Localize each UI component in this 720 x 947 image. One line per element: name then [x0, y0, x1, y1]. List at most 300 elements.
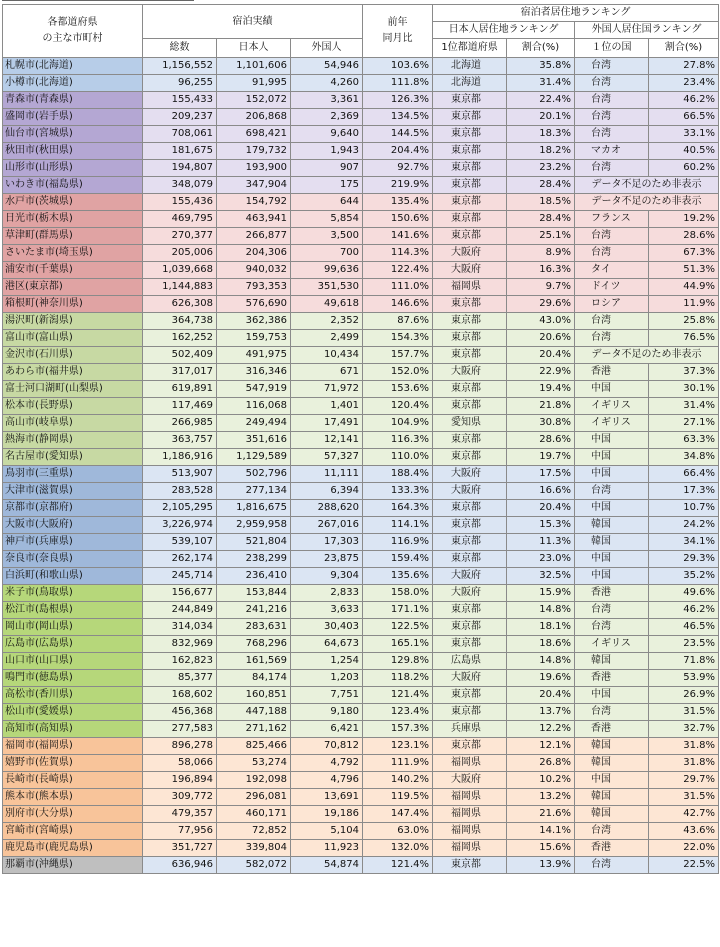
table-row	[3, 330, 719, 347]
header-fr-rank: 外国人居住国ランキング	[575, 22, 719, 39]
cell-city: 水戸市(茨城県)	[3, 194, 143, 211]
cell-jp-share: 25.1%	[507, 228, 575, 245]
table-row	[3, 738, 719, 755]
cell-jp-first: 大阪府	[433, 466, 507, 483]
cell-jp-first: 東京都	[433, 534, 507, 551]
cell-yoy: 133.3%	[363, 483, 433, 500]
table-row	[3, 721, 719, 738]
table-row	[3, 347, 719, 364]
cell-jp-share: 18.6%	[507, 636, 575, 653]
cell-city: さいたま市(埼玉県)	[3, 245, 143, 262]
cell-fr-first: 中国	[575, 449, 649, 466]
cell-jp-first: 東京都	[433, 211, 507, 228]
cell-jp-share: 30.8%	[507, 415, 575, 432]
cell-city: 札幌市(北海道)	[3, 58, 143, 75]
cell-city: 小樽市(北海道)	[3, 75, 143, 92]
cell-jp-first: 東京都	[433, 92, 507, 109]
cell-foreign: 3,361	[291, 92, 363, 109]
cell-foreign: 2,499	[291, 330, 363, 347]
cell-yoy: 114.3%	[363, 245, 433, 262]
cell-japanese: 153,844	[217, 585, 291, 602]
cell-foreign: 9,640	[291, 126, 363, 143]
table-row	[3, 670, 719, 687]
cell-yoy: 146.6%	[363, 296, 433, 313]
cell-fr-share: 29.7%	[649, 772, 719, 789]
cell-yoy: 159.4%	[363, 551, 433, 568]
cell-city: 山形市(山形県)	[3, 160, 143, 177]
cell-foreign: 4,796	[291, 772, 363, 789]
cell-yoy: 132.0%	[363, 840, 433, 857]
cell-fr-first: 韓国	[575, 806, 649, 823]
cell-jp-share: 23.2%	[507, 160, 575, 177]
cell-foreign: 23,875	[291, 551, 363, 568]
cell-foreign: 57,327	[291, 449, 363, 466]
cell-total: 626,308	[143, 296, 217, 313]
cell-fr-first: 韓国	[575, 738, 649, 755]
cell-fr-share: 46.5%	[649, 619, 719, 636]
cell-foreign: 644	[291, 194, 363, 211]
cell-japanese: 179,732	[217, 143, 291, 160]
cell-yoy: 118.2%	[363, 670, 433, 687]
cell-total: 832,969	[143, 636, 217, 653]
cell-city: 米子市(鳥取県)	[3, 585, 143, 602]
cell-foreign: 19,186	[291, 806, 363, 823]
cell-city: 松山市(愛媛県)	[3, 704, 143, 721]
cell-japanese: 698,421	[217, 126, 291, 143]
cell-jp-share: 23.0%	[507, 551, 575, 568]
cell-yoy: 153.6%	[363, 381, 433, 398]
cell-total: 708,061	[143, 126, 217, 143]
cell-city: 盛岡市(岩手県)	[3, 109, 143, 126]
cell-fr-first: 中国	[575, 551, 649, 568]
cell-fr-share: 34.8%	[649, 449, 719, 466]
cell-fr-nodata: データ不足のため非表示	[575, 177, 719, 194]
cell-foreign: 7,751	[291, 687, 363, 704]
cell-japanese: 491,975	[217, 347, 291, 364]
cell-city: 草津町(群馬県)	[3, 228, 143, 245]
cell-fr-share: 49.6%	[649, 585, 719, 602]
cell-fr-share: 31.8%	[649, 755, 719, 772]
cell-jp-first: 東京都	[433, 313, 507, 330]
cell-jp-share: 8.9%	[507, 245, 575, 262]
table-row	[3, 143, 719, 160]
cell-japanese: 154,792	[217, 194, 291, 211]
cell-jp-first: 福岡県	[433, 755, 507, 772]
cell-yoy: 116.9%	[363, 534, 433, 551]
cell-fr-share: 53.9%	[649, 670, 719, 687]
cell-fr-first: 台湾	[575, 330, 649, 347]
cell-jp-share: 12.2%	[507, 721, 575, 738]
cell-fr-nodata: データ不足のため非表示	[575, 347, 719, 364]
cell-japanese: 160,851	[217, 687, 291, 704]
cell-jp-first: 東京都	[433, 381, 507, 398]
cell-jp-first: 東京都	[433, 551, 507, 568]
table-row	[3, 245, 719, 262]
cell-city: 那覇市(沖縄県)	[3, 857, 143, 874]
cell-yoy: 141.6%	[363, 228, 433, 245]
cell-yoy: 103.6%	[363, 58, 433, 75]
table-row	[3, 823, 719, 840]
cell-yoy: 123.4%	[363, 704, 433, 721]
cell-foreign: 2,369	[291, 109, 363, 126]
cell-city: 福岡市(福岡県)	[3, 738, 143, 755]
cell-total: 351,727	[143, 840, 217, 857]
cell-total: 262,174	[143, 551, 217, 568]
cell-japanese: 249,494	[217, 415, 291, 432]
cell-fr-share: 24.2%	[649, 517, 719, 534]
cell-jp-first: 東京都	[433, 194, 507, 211]
cell-total: 1,144,883	[143, 279, 217, 296]
header-foreign: 外国人	[291, 39, 363, 58]
cell-jp-first: 大阪府	[433, 483, 507, 500]
cell-foreign: 54,946	[291, 58, 363, 75]
cell-foreign: 4,792	[291, 755, 363, 772]
cell-city: 広島市(広島県)	[3, 636, 143, 653]
cell-city: 宮崎市(宮崎県)	[3, 823, 143, 840]
cell-jp-first: 東京都	[433, 738, 507, 755]
table-row	[3, 279, 719, 296]
cell-fr-first: 台湾	[575, 109, 649, 126]
cell-jp-share: 18.2%	[507, 143, 575, 160]
cell-jp-share: 14.1%	[507, 823, 575, 840]
cell-fr-first: イギリス	[575, 415, 649, 432]
table-row	[3, 58, 719, 75]
cell-japanese: 1,816,675	[217, 500, 291, 517]
table-body	[3, 58, 719, 874]
table-row	[3, 92, 719, 109]
cell-yoy: 144.5%	[363, 126, 433, 143]
cell-jp-first: 福岡県	[433, 279, 507, 296]
cell-total: 363,757	[143, 432, 217, 449]
cell-fr-first: 香港	[575, 721, 649, 738]
cell-total: 196,894	[143, 772, 217, 789]
cell-city: 秋田市(秋田県)	[3, 143, 143, 160]
cell-city: あわら市(福井県)	[3, 364, 143, 381]
cell-city: 松江市(島根県)	[3, 602, 143, 619]
cell-foreign: 9,304	[291, 568, 363, 585]
header-stay: 宿泊実績	[143, 5, 363, 39]
cell-japanese: 1,129,589	[217, 449, 291, 466]
cell-japanese: 236,410	[217, 568, 291, 585]
cell-japanese: 84,174	[217, 670, 291, 687]
header-share2: 割合(%)	[649, 39, 719, 58]
cell-yoy: 111.9%	[363, 755, 433, 772]
cell-city: 熱海市(静岡県)	[3, 432, 143, 449]
table-row	[3, 177, 719, 194]
cell-foreign: 49,618	[291, 296, 363, 313]
table-row	[3, 415, 719, 432]
cell-jp-share: 20.4%	[507, 687, 575, 704]
cell-city: 名古屋市(愛知県)	[3, 449, 143, 466]
cell-city: 富士河口湖町(山梨県)	[3, 381, 143, 398]
cell-fr-share: 10.7%	[649, 500, 719, 517]
cell-foreign: 1,203	[291, 670, 363, 687]
cell-jp-first: 東京都	[433, 126, 507, 143]
cell-jp-share: 19.7%	[507, 449, 575, 466]
cell-fr-share: 46.2%	[649, 602, 719, 619]
table-row	[3, 534, 719, 551]
table-row	[3, 772, 719, 789]
cell-jp-first: 東京都	[433, 228, 507, 245]
cell-city: 湯沢町(新潟県)	[3, 313, 143, 330]
cell-jp-share: 26.8%	[507, 755, 575, 772]
cell-jp-share: 43.0%	[507, 313, 575, 330]
cell-fr-share: 46.2%	[649, 92, 719, 109]
cell-yoy: 121.4%	[363, 687, 433, 704]
cell-japanese: 547,919	[217, 381, 291, 398]
cell-japanese: 159,753	[217, 330, 291, 347]
cell-yoy: 126.3%	[363, 92, 433, 109]
cell-japanese: 768,296	[217, 636, 291, 653]
cell-total: 209,237	[143, 109, 217, 126]
cell-total: 3,226,974	[143, 517, 217, 534]
cell-total: 896,278	[143, 738, 217, 755]
cell-fr-share: 66.4%	[649, 466, 719, 483]
cell-city: 浦安市(千葉県)	[3, 262, 143, 279]
cell-jp-share: 20.4%	[507, 347, 575, 364]
cell-japanese: 266,877	[217, 228, 291, 245]
cell-total: 277,583	[143, 721, 217, 738]
cell-foreign: 175	[291, 177, 363, 194]
cell-jp-first: 東京都	[433, 330, 507, 347]
cell-city: 鳥羽市(三重県)	[3, 466, 143, 483]
cell-jp-share: 16.3%	[507, 262, 575, 279]
cell-fr-nodata: データ不足のため非表示	[575, 194, 719, 211]
cell-japanese: 152,072	[217, 92, 291, 109]
cell-foreign: 1,943	[291, 143, 363, 160]
table-row	[3, 449, 719, 466]
cell-jp-first: 東京都	[433, 517, 507, 534]
cell-jp-share: 20.1%	[507, 109, 575, 126]
cell-fr-share: 66.5%	[649, 109, 719, 126]
cell-fr-first: マカオ	[575, 143, 649, 160]
cell-total: 314,034	[143, 619, 217, 636]
cell-city: 京都市(京都府)	[3, 500, 143, 517]
cell-foreign: 3,633	[291, 602, 363, 619]
cell-yoy: 114.1%	[363, 517, 433, 534]
cell-fr-first: 香港	[575, 364, 649, 381]
cell-japanese: 463,941	[217, 211, 291, 228]
cell-yoy: 121.4%	[363, 857, 433, 874]
table-row	[3, 602, 719, 619]
cell-yoy: 152.0%	[363, 364, 433, 381]
cell-japanese: 582,072	[217, 857, 291, 874]
table-row	[3, 517, 719, 534]
cell-fr-first: ドイツ	[575, 279, 649, 296]
cell-jp-share: 9.7%	[507, 279, 575, 296]
cell-fr-share: 19.2%	[649, 211, 719, 228]
header-jp-rank: 日本人居住地ランキング	[433, 22, 575, 39]
cell-fr-share: 26.9%	[649, 687, 719, 704]
cell-jp-first: 東京都	[433, 449, 507, 466]
cell-jp-share: 15.9%	[507, 585, 575, 602]
header-japanese: 日本人	[217, 39, 291, 58]
cell-foreign: 17,303	[291, 534, 363, 551]
cell-jp-share: 15.3%	[507, 517, 575, 534]
cell-japanese: 793,353	[217, 279, 291, 296]
cell-city: 港区(東京都)	[3, 279, 143, 296]
cell-yoy: 219.9%	[363, 177, 433, 194]
cell-japanese: 825,466	[217, 738, 291, 755]
cell-yoy: 140.2%	[363, 772, 433, 789]
table-row	[3, 160, 719, 177]
cell-fr-share: 63.3%	[649, 432, 719, 449]
cell-fr-first: 韓国	[575, 653, 649, 670]
cell-total: 266,985	[143, 415, 217, 432]
header-ranking: 宿泊者居住地ランキング	[433, 5, 719, 22]
cell-japanese: 91,995	[217, 75, 291, 92]
cell-fr-first: 台湾	[575, 619, 649, 636]
cell-fr-first: 台湾	[575, 704, 649, 721]
cell-jp-share: 10.2%	[507, 772, 575, 789]
table-row	[3, 704, 719, 721]
cell-city: 別府市(大分県)	[3, 806, 143, 823]
cell-foreign: 10,434	[291, 347, 363, 364]
cell-yoy: 104.9%	[363, 415, 433, 432]
cell-fr-first: イギリス	[575, 398, 649, 415]
cell-total: 96,255	[143, 75, 217, 92]
table-row	[3, 687, 719, 704]
cell-jp-share: 21.8%	[507, 398, 575, 415]
cell-jp-first: 東京都	[433, 704, 507, 721]
cell-fr-share: 60.2%	[649, 160, 719, 177]
cell-yoy: 164.3%	[363, 500, 433, 517]
cell-japanese: 1,101,606	[217, 58, 291, 75]
header-total: 総数	[143, 39, 217, 58]
cell-jp-first: 東京都	[433, 687, 507, 704]
cell-yoy: 134.5%	[363, 109, 433, 126]
cell-yoy: 171.1%	[363, 602, 433, 619]
cell-jp-first: 北海道	[433, 58, 507, 75]
cell-yoy: 158.0%	[363, 585, 433, 602]
cell-jp-share: 14.8%	[507, 653, 575, 670]
cell-jp-share: 21.6%	[507, 806, 575, 823]
cell-jp-first: 東京都	[433, 398, 507, 415]
cell-jp-share: 35.8%	[507, 58, 575, 75]
cell-yoy: 147.4%	[363, 806, 433, 823]
cell-yoy: 92.7%	[363, 160, 433, 177]
cell-yoy: 122.5%	[363, 619, 433, 636]
top-rule	[2, 0, 194, 3]
table-row	[3, 109, 719, 126]
cell-jp-share: 15.6%	[507, 840, 575, 857]
header-yoy	[363, 5, 433, 58]
cell-jp-first: 愛知県	[433, 415, 507, 432]
cell-fr-first: 中国	[575, 432, 649, 449]
cell-jp-share: 28.4%	[507, 211, 575, 228]
table-row	[3, 551, 719, 568]
table-row	[3, 194, 719, 211]
cell-foreign: 5,854	[291, 211, 363, 228]
cell-city: 高知市(高知県)	[3, 721, 143, 738]
cell-city: 岡山市(岡山県)	[3, 619, 143, 636]
cell-total: 85,377	[143, 670, 217, 687]
cell-jp-first: 東京都	[433, 296, 507, 313]
table-row	[3, 568, 719, 585]
cell-fr-first: 台湾	[575, 823, 649, 840]
cell-fr-first: 台湾	[575, 857, 649, 874]
cell-japanese: 502,796	[217, 466, 291, 483]
header-share: 割合(%)	[507, 39, 575, 58]
cell-jp-share: 18.5%	[507, 194, 575, 211]
cell-jp-first: 東京都	[433, 143, 507, 160]
cell-jp-first: 東京都	[433, 636, 507, 653]
cell-jp-share: 18.3%	[507, 126, 575, 143]
cell-yoy: 123.1%	[363, 738, 433, 755]
cell-fr-share: 34.1%	[649, 534, 719, 551]
cell-japanese: 241,216	[217, 602, 291, 619]
cell-city: 鹿児島市(鹿児島県)	[3, 840, 143, 857]
cell-jp-first: 東京都	[433, 177, 507, 194]
cell-fr-share: 23.4%	[649, 75, 719, 92]
cell-jp-first: 大阪府	[433, 568, 507, 585]
cell-fr-first: 韓国	[575, 517, 649, 534]
cell-fr-share: 28.6%	[649, 228, 719, 245]
cell-total: 155,436	[143, 194, 217, 211]
cell-jp-share: 11.3%	[507, 534, 575, 551]
cell-fr-first: フランス	[575, 211, 649, 228]
cell-fr-first: 中国	[575, 381, 649, 398]
cell-yoy: 111.8%	[363, 75, 433, 92]
cell-japanese: 940,032	[217, 262, 291, 279]
cell-yoy: 111.0%	[363, 279, 433, 296]
cell-fr-share: 76.5%	[649, 330, 719, 347]
cell-total: 636,946	[143, 857, 217, 874]
cell-city: 金沢市(石川県)	[3, 347, 143, 364]
table-header	[3, 5, 719, 58]
cell-total: 456,368	[143, 704, 217, 721]
cell-total: 117,469	[143, 398, 217, 415]
cell-foreign: 17,491	[291, 415, 363, 432]
table-row	[3, 857, 719, 874]
cell-total: 502,409	[143, 347, 217, 364]
cell-foreign: 2,833	[291, 585, 363, 602]
cell-yoy: 120.4%	[363, 398, 433, 415]
cell-fr-first: 台湾	[575, 483, 649, 500]
cell-jp-share: 17.5%	[507, 466, 575, 483]
cell-japanese: 521,804	[217, 534, 291, 551]
cell-yoy: 63.0%	[363, 823, 433, 840]
cell-foreign: 1,401	[291, 398, 363, 415]
cell-city: 奈良市(奈良県)	[3, 551, 143, 568]
cell-fr-share: 33.1%	[649, 126, 719, 143]
cell-jp-first: 東京都	[433, 347, 507, 364]
cell-city: 神戸市(兵庫県)	[3, 534, 143, 551]
cell-yoy: 135.4%	[363, 194, 433, 211]
cell-fr-first: タイ	[575, 262, 649, 279]
cell-jp-first: 東京都	[433, 619, 507, 636]
cell-jp-first: 大阪府	[433, 585, 507, 602]
cell-total: 619,891	[143, 381, 217, 398]
cell-fr-share: 27.1%	[649, 415, 719, 432]
table-row	[3, 228, 719, 245]
cell-jp-share: 19.4%	[507, 381, 575, 398]
table-row	[3, 755, 719, 772]
cell-city: 日光市(栃木県)	[3, 211, 143, 228]
cell-city: 熊本市(熊本県)	[3, 789, 143, 806]
cell-foreign: 6,421	[291, 721, 363, 738]
cell-foreign: 351,530	[291, 279, 363, 296]
cell-foreign: 11,111	[291, 466, 363, 483]
cell-fr-first: 韓国	[575, 789, 649, 806]
cell-fr-first: 中国	[575, 500, 649, 517]
table-row	[3, 262, 719, 279]
cell-city: 仙台市(宮城県)	[3, 126, 143, 143]
cell-foreign: 71,972	[291, 381, 363, 398]
cell-jp-share: 31.4%	[507, 75, 575, 92]
cell-city: 大津市(滋賀県)	[3, 483, 143, 500]
cell-total: 1,156,552	[143, 58, 217, 75]
